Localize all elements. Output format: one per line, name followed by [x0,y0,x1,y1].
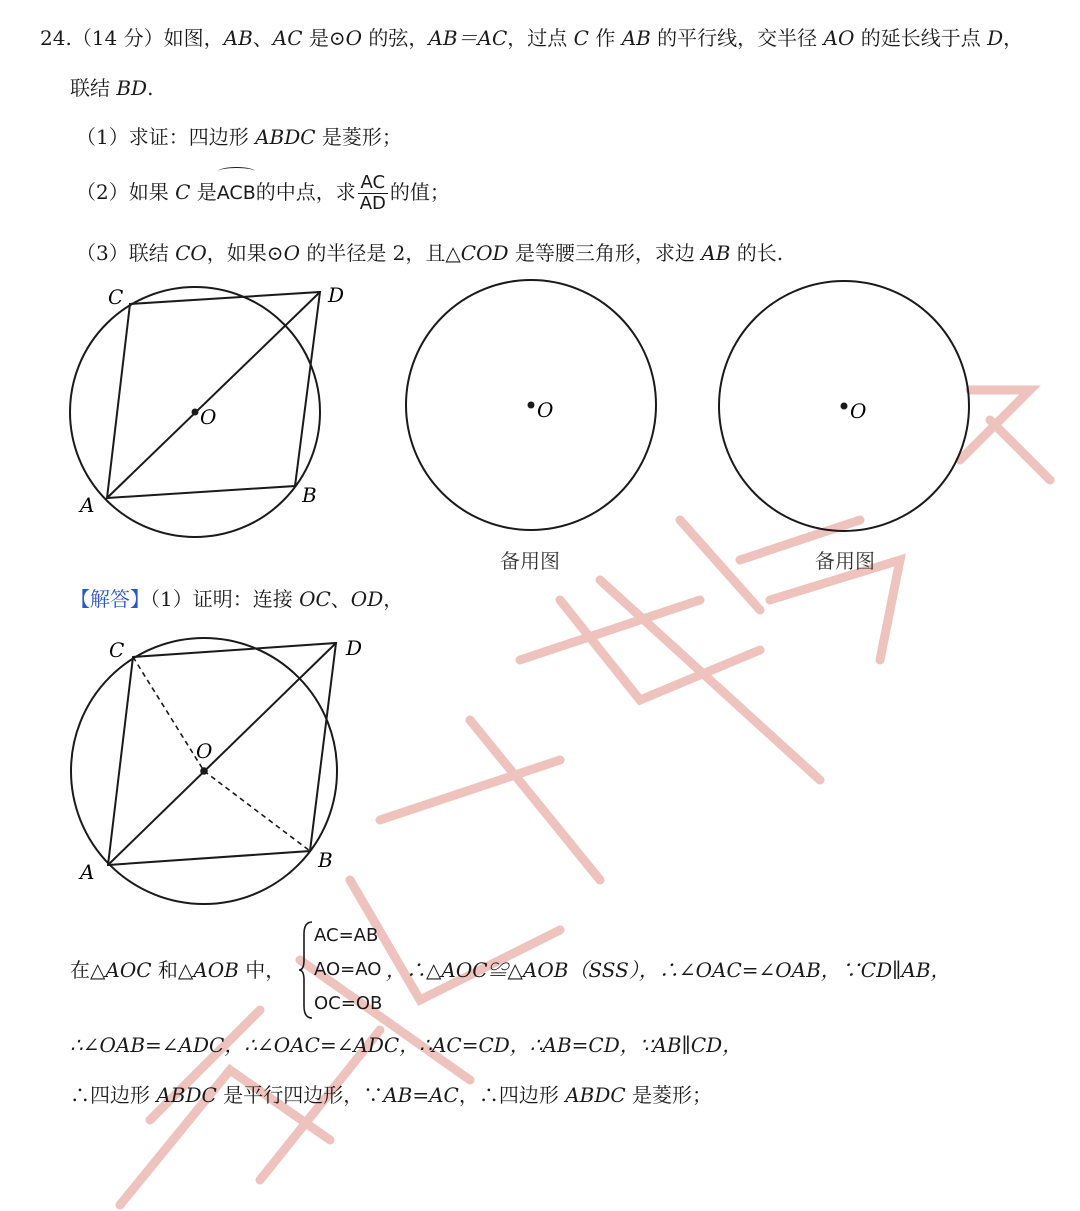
proof-line-3 [70,1081,712,1109]
stem-c: C [573,26,589,50]
label-d: D [328,283,345,307]
stem-sep: 、 [252,26,273,50]
proof-aoc: AOC [105,958,152,982]
proof-text: ，∴四边形 [458,1083,566,1107]
proof-line-2: ∴∠OAB=∠ADC，∴∠OAC=∠ADC，∴AC=CD，∴AB=CD，∵AB∥CD， [70,1033,743,1057]
proof-text: 是平行四边形，∵ [216,1083,384,1107]
arc-acb: ACB [217,171,256,215]
q1-text: 是菱形； [315,125,402,149]
figure-backup-1 [400,278,660,538]
proof-quad: ABDC [565,1083,626,1107]
q3-text: 的半径是 2，且△ [299,241,461,265]
proof-text: ∴四边形 [70,1083,157,1107]
fraction-numerator: AC [358,173,388,194]
proof-aob: AOB [193,958,239,982]
system-row-1: AC=AB [314,925,379,946]
dashed-oc [133,657,204,771]
q2-c: C [175,180,191,204]
q3-text: 的长. [730,241,784,265]
stem-text: 是⊙ [302,26,346,50]
stem-ac: AC [272,26,303,50]
q2-text: （2）如果 [76,180,176,204]
system-row-2: AO=AO [314,959,382,980]
q1-text: （1）求证：四边形 [76,125,256,149]
answer-tag: 【解答】 [70,587,150,611]
proof-text: 和△ [151,958,194,982]
stem-o: O [345,26,363,50]
figure-solution [60,635,370,905]
solution-label-d: D [346,636,363,660]
q2-text: 是 [190,180,217,204]
label-c: C [108,285,124,309]
q3-co: CO [175,241,207,265]
proof-line-1-rest: ，∴△AOC≌△AOB（SSS），∴∠OAC=∠OAB，∵CD∥AB， [386,958,951,982]
stem-text: 的延长线于点 [854,26,988,50]
proof-quad: ABDC [156,1083,217,1107]
figure-backup-2 [714,280,974,540]
segment-ad [107,292,320,498]
answer-od: OD [350,587,384,611]
stem-text: ， [1003,26,1024,50]
proof-text: 在△ [70,958,106,982]
stem-d: D [987,26,1004,50]
fraction-ac-ad [358,173,388,214]
problem-number: 24. [40,26,72,50]
q1-quad: ABDC [255,125,316,149]
proof-text: 是菱形； [625,1083,713,1107]
backup-caption-2: 备用图 [815,549,875,573]
stem-bd: BD [116,76,148,100]
q3-text: 是等腰三角形，求边 [508,241,702,265]
q3-cod: COD [460,241,509,265]
center-point-o [192,409,199,416]
backup-label-o-2: O [850,399,867,423]
stem-ab: AB [223,26,253,50]
answer-oc: OC [299,587,331,611]
problem-line-2 [70,74,153,102]
question-1 [76,123,402,151]
question-3 [76,239,783,267]
equation-system [314,919,382,1021]
dashed-ob [204,771,310,851]
solution-label-o: O [196,739,213,763]
answer-sep: 、 [330,587,351,611]
proof-line-1-start [70,956,285,984]
system-row-3: OC=OB [314,993,383,1014]
solution-label-b: B [318,848,333,872]
question-2 [76,170,450,215]
problem-score: （14 分） [71,26,164,50]
stem-text: 联结 [70,76,117,100]
stem-text: 作 [588,26,622,50]
answer-header [70,585,403,613]
q3-ab: AB [701,241,731,265]
answer-text: （1）证明：连接 [150,587,300,611]
stem-text: 如图， [163,26,224,50]
proof-eq: AB=AC [383,1083,459,1107]
backup-center-1 [528,402,535,409]
stem-eq: AB＝AC [428,26,508,50]
backup-center-2 [841,403,848,410]
stem-text: . [147,76,154,100]
stem-text: ，过点 [507,26,574,50]
answer-comma: ， [383,587,404,611]
label-o: O [200,405,217,429]
label-b: B [302,483,317,507]
label-a: A [80,493,95,517]
stem-text: 的平行线，交半径 [650,26,824,50]
figure-main [60,280,360,540]
backup-label-o-1: O [537,398,554,422]
solution-segment-ad [108,643,336,865]
solution-center-o [200,767,208,775]
q3-text: ，如果⊙ [206,241,284,265]
q3-o: O [283,241,300,265]
solution-label-a: A [80,860,95,884]
brace-icon [298,920,314,1020]
solution-label-c: C [109,638,125,662]
backup-caption-1: 备用图 [500,549,560,573]
fraction-denominator: AD [359,193,386,214]
stem-text: 的弦， [362,26,429,50]
stem-ao: AO [823,26,855,50]
stem-ab: AB [621,26,651,50]
problem-line-1 [40,24,1023,52]
q2-text: 的值； [389,180,450,204]
q2-text: 的中点，求 [255,180,356,204]
q3-text: （3）联结 [76,241,176,265]
proof-text: 中， [238,958,286,982]
